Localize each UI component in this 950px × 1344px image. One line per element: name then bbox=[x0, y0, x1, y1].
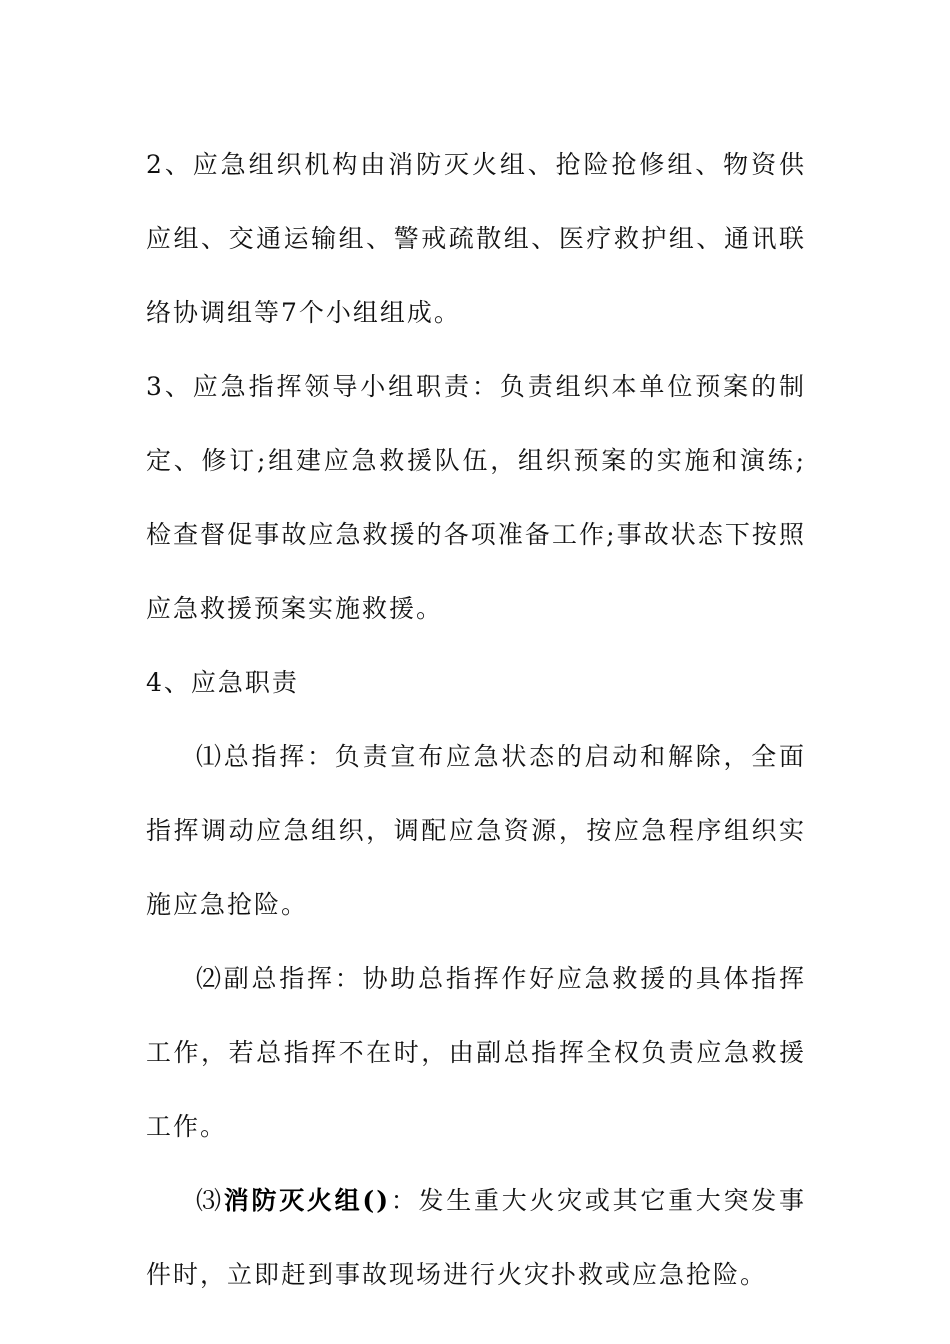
document-body bbox=[146, 128, 806, 1312]
paragraph-organization: 2、应急组织机构由消防灭火组、抢险抢修组、物资供应组、交通运输组、警戒疏散组、医疗救护组、通讯联络协调组等7个小组组成。 bbox=[146, 150, 806, 327]
firefighting-group-label: 消防灭火组() bbox=[223, 1186, 391, 1215]
item-number: ⑶ bbox=[196, 1186, 224, 1215]
paragraph-firefighting-group bbox=[146, 1164, 806, 1312]
paragraph-commander: ⑴总指挥：负责宣布应急状态的启动和解除，全面指挥调动应急组织，调配应急资源，按应急程序组织实施应急抢险。 bbox=[146, 742, 806, 919]
paragraph-deputy-commander: ⑵副总指挥：协助总指挥作好应急救援的具体指挥工作，若总指挥不在时，由副总指挥全权负责应急救援工作。 bbox=[146, 964, 806, 1141]
paragraph-emergency-duties-heading: 4、应急职责 bbox=[146, 668, 299, 697]
paragraph-leadership-duties: 3、应急指挥领导小组职责：负责组织本单位预案的制定、修订;组建应急救援队伍，组织预案的实施和演练;检查督促事故应急救援的各项准备工作;事故状态下按照应急救援预案实施救援。 bbox=[146, 372, 806, 623]
firefighting-group-text: ：发生重大火灾或其它重大突发事件时，立即赶到事故现场进行火灾扑救或应急抢险。 bbox=[146, 1186, 806, 1289]
